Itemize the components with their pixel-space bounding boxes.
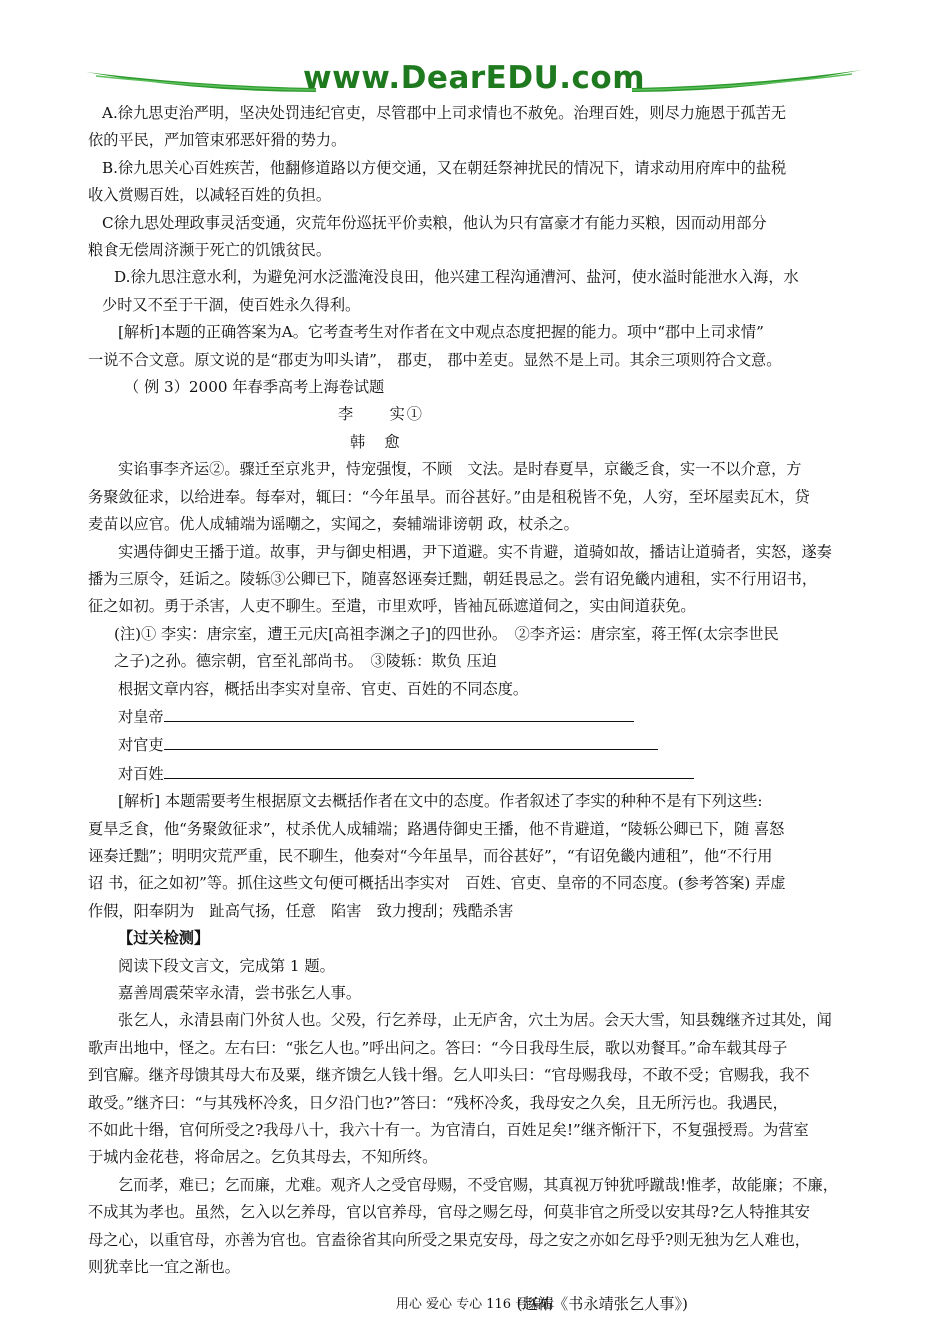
option-d-line2: 少时又不至于干涸，使百姓永久得利。 [102, 295, 361, 314]
story-p1-line6: 于城内金花巷，将命居之。乞负其母去，不知所终。 [88, 1148, 438, 1167]
notes-line2: 之子)之孙。德宗朝，官至礼部尚书。 ③陵轹：欺负 压迫 [114, 652, 497, 671]
passage-p2-line2: 播为三原令，廷诟之。陵轹③公卿已下，随喜怒诬奏迁黜，朝廷畏忌之。尝有诏免畿内逋租，实不行用诏书， [88, 569, 817, 588]
answer-label-people: 对百姓 [118, 764, 164, 783]
answer-label-officials: 对官吏 [118, 736, 164, 755]
option-a-line1: A.徐九思吏治严明，坚决处罚违纪官吏，尽管郡中上司求情也不赦免。治理百姓，则尽力施恩于孤苦无 [102, 104, 787, 122]
story-p2-line2: 不成其为孝也。虽然，乞入以乞养母，官以官养母，官母之赐乞母，何莫非官之所受以安其母?乞人特推其安 [88, 1203, 810, 1222]
answer-blank-people[interactable] [164, 760, 694, 779]
story-p1-line1: 张乞人，永清县南门外贫人也。父殁，行乞养母，止无庐舍，穴土为居。会天大雪，知县魏继齐过其处，闻 [118, 1011, 832, 1030]
passage-p2-line1: 实遇侍御史王播于道。故事，尹与御史相遇，尹下道避。实不肯避，道骑如故，播诘让道骑者，实怒，遂奏 [118, 542, 832, 561]
passage-author: 韩 愈 [350, 432, 402, 451]
answer-blank-emperor[interactable] [164, 703, 634, 722]
analysis1-line2: 一说不合文意。原文说的是“郡吏为叩头请”， 郡吏， 郡中差吏。显然不是上司。其余三项则符合文意。 [88, 350, 782, 369]
story-p1-line5: 不如此十缗，官何所受之?我母八十，我六十有一。为官清白，百姓足矣!”继齐惭汗下，不复强授焉。为营室 [88, 1121, 809, 1140]
site-title: www.DearEDU.com [302, 60, 645, 96]
page-header [86, 58, 862, 104]
passage-p2-line3: 征之如初。勇于杀害，人吏不聊生。至遣，市里欢呼，皆袖瓦砾遮道伺之，实由间道获免。 [88, 597, 696, 616]
option-c-line2: 粮食无偿周济濒于死亡的饥饿贫民。 [88, 241, 331, 260]
option-d-line1: D.徐九思注意水利，为避免河水泛滥淹没良田，他兴建工程沟通漕河、盐河，使水溢时能泄水入海，水 [114, 268, 799, 287]
notes-line1: (注)① 李实：唐宗室，遭王元庆[高祖李渊之子]的四世孙。 ②李齐运：唐宗室，蒋王恽(太宗李世民 [114, 624, 779, 643]
story-p1-line4: 敢受。”继齐曰：“与其残杯冷炙，日夕沿门也?”答曰：“残杯冷炙，我母安之久矣，且无所污也。我遇民， [88, 1093, 788, 1112]
passage-p1-line2: 务聚敛征求，以给进奉。每奉对，辄曰：“今年虽旱。而谷甚好。”由是租税皆不免，人穷，至坏屋卖瓦木，贷 [88, 487, 810, 506]
document-body [88, 100, 864, 1319]
analysis2-line4: 诏 书，征之如初”等。抓住这些文句便可概括出李实对 百姓、官吏、皇帝的不同态度。(参考答案) 弄虚 [88, 874, 786, 893]
answer-row-emperor [88, 703, 864, 731]
story-p2-line1: 乞而孝，难已；乞而廉，尤难。观齐人之受官母赐，不受官赐，其真视万钟犹呼蹴哉!惟孝，故能廉；不廉， [118, 1175, 838, 1194]
section-subtitle: 嘉善周震荣宰永清，尝书张乞人事。 [118, 984, 361, 1002]
analysis2-line3: 诬奏迁黜”；明明灾荒严重，民不聊生，他奏对“今年虽旱，而谷甚好”，“有诏免畿内逋租”，他“不行用 [88, 846, 773, 865]
answer-row-people [88, 760, 864, 788]
answer-blank-officials[interactable] [164, 731, 658, 750]
question-prompt: 根据文章内容，概括出李实对皇帝、官吏、百姓的不同态度。 [118, 679, 529, 698]
analysis2-line1: [解析] 本题需要考生根据原文去概括作者在文中的态度。作者叙述了李实的种种不是有下列这些: [118, 792, 763, 811]
analysis1-line1: [解析]本题的正确答案为A。它考查考生对作者在文中观点态度把握的能力。项中“郡中上司求情” [118, 323, 764, 342]
example-label: （ 例 3）2000 年春季高考上海卷试题 [124, 378, 385, 397]
option-b-line1: B.徐九思关心百姓疾苦，他翻修道路以方便交通，又在朝廷祭神扰民的情况下，请求动用府库中的盐税 [102, 158, 787, 177]
analysis2-line5: 作假，阳奉阴为 趾高气扬，任意 陷害 致力搜刮；残酷杀害 [88, 901, 514, 920]
story-p1-line3: 到官廨。继齐母馈其母大布及粟，继齐馈乞人钱十缗。乞人叩头曰：“官母赐我母，不敢不受；官赐我，我不 [88, 1066, 810, 1085]
story-p2-line4: 则犹幸比一宜之渐也。 [88, 1258, 240, 1277]
story-source: (赵祐《书永靖张乞人事》) [516, 1295, 688, 1314]
section-intro: 阅读下段文言文，完成第 1 题。 [118, 956, 335, 975]
section-heading: 【过关检测】 [118, 929, 210, 948]
option-b-line2: 收入赏赐百姓，以减轻百姓的负担。 [88, 186, 331, 205]
answer-label-emperor: 对皇帝 [118, 707, 164, 726]
answer-row-officials [88, 731, 864, 759]
page-footer: 用心 爱心 专心 116 号编辑 [395, 1297, 555, 1312]
option-c-line1: C徐九思处理政事灵活变通，灾荒年份巡抚平价卖粮，他认为只有富豪才有能力买粮，因而动用部分 [102, 213, 767, 232]
passage-title: 李 实① [338, 405, 424, 424]
story-p2-line3: 母之心，以重官母，亦善为官也。官盍徐省其向所受之果克安母，母之安之亦如乞母乎?则无独为乞人难也， [88, 1230, 810, 1249]
story-p1-line2: 歌声出地中，怪之。左右曰：“张乞人也。”呼出问之。答曰：“今日我母生辰，歌以劝餐耳。”命车载其母子 [88, 1038, 788, 1057]
passage-p1-line1: 实谄事李齐运②。骤迁至京兆尹，恃宠强愎，不顾 文法。是时春夏旱，京畿乏食，实一不以介意，方 [118, 460, 802, 479]
analysis2-line2: 夏旱乏食，他“务聚敛征求”，杖杀优人成辅端；路遇侍御史王播，他不肯避道，“陵轹公卿已下，随 喜怒 [88, 819, 785, 838]
option-a-line2: 依的平民，严加管束邪恶奸猾的势力。 [88, 131, 347, 150]
passage-p1-line3: 麦苗以应官。优人成辅端为谣嘲之，实闻之，奏辅端诽谤朝 政，杖杀之。 [88, 515, 579, 534]
